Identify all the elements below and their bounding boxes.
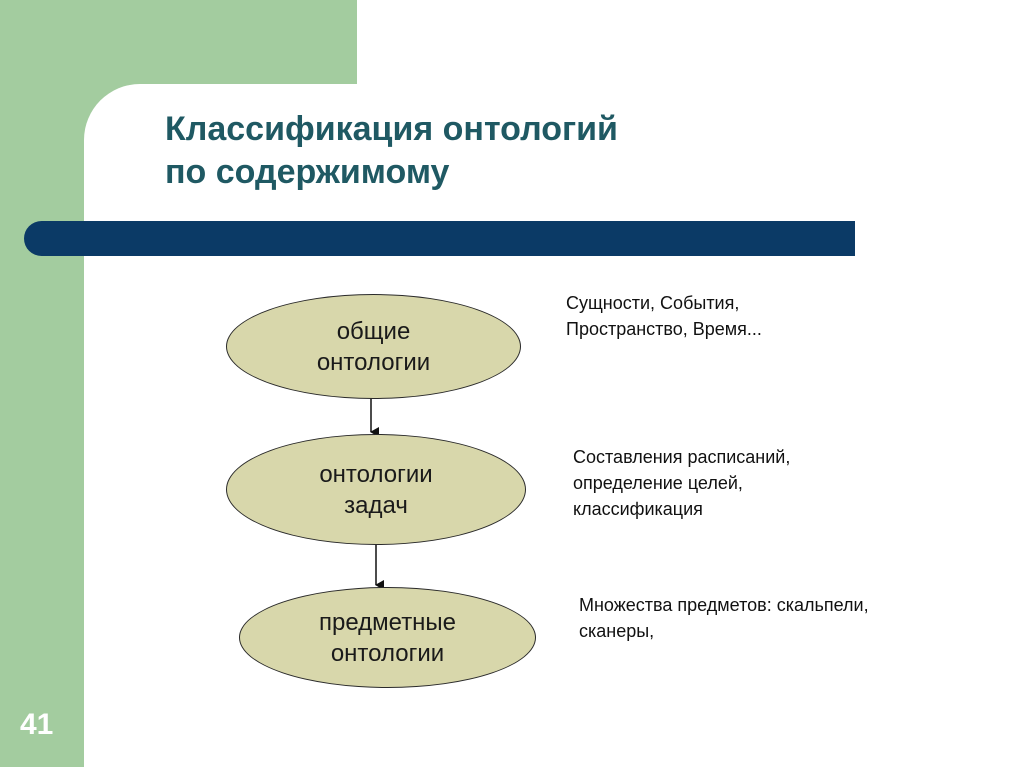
node-task-line-2: задач xyxy=(344,491,408,519)
node-domain-ontologies xyxy=(239,587,536,688)
note-domain-line-1: Множества предметов: скальпели, xyxy=(579,595,869,615)
node-domain-line-1: предметные xyxy=(318,608,457,636)
slide-number: 41 xyxy=(20,708,54,741)
node-domain-line-2: онтологии xyxy=(330,639,445,667)
note-general xyxy=(566,290,762,342)
note-domain xyxy=(579,592,869,644)
note-task-line-2: определение целей, xyxy=(573,473,743,493)
node-general-ontologies xyxy=(226,294,521,399)
slide-title-line-1: Классификация онтологий xyxy=(165,110,618,148)
node-task-ontologies xyxy=(226,434,526,545)
note-general-line-1: Сущности, События, xyxy=(566,293,740,313)
note-domain-line-2: сканеры, xyxy=(579,621,655,641)
note-general-line-2: Пространство, Время... xyxy=(566,319,762,339)
note-task-line-3: классификация xyxy=(573,499,703,519)
node-general-line-1: общие xyxy=(336,317,411,345)
note-task-line-1: Составления расписаний, xyxy=(573,447,791,467)
node-task-line-1: онтологии xyxy=(319,460,433,488)
node-general-line-2: онтологии xyxy=(316,348,431,376)
slide-title-line-2: по содержимому xyxy=(165,153,450,191)
note-task xyxy=(573,444,790,522)
